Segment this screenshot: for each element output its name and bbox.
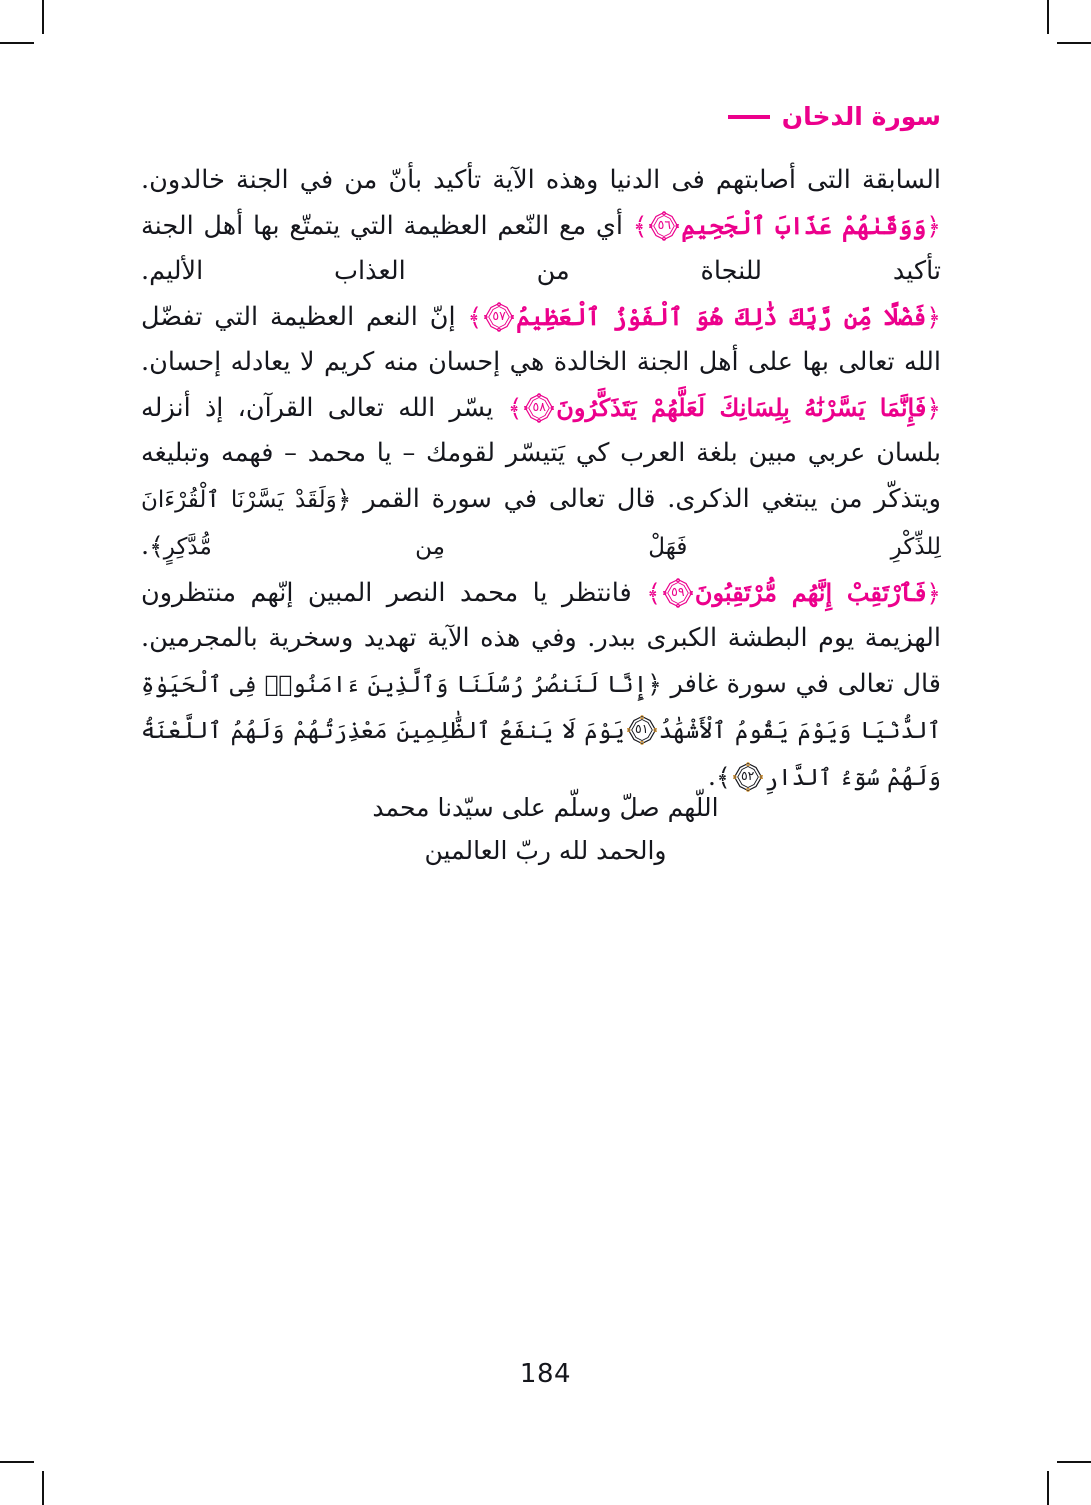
paragraph-p4: ﴿فَإِنَّمَا يَسَّرْنَٰهُ بِلِسَانِكَ لَعَلَّهُمْ يَتَذَكَّرُونَ ٥٨ ﴾ يسّر الله تعالى القرآن، إذ أنزله بلسان عربي مبين بلغة العرب كي يَتيسّر لقومك – يا محمد – فهمه وتبليغه ويتذكّر من يبتغي الذكرى. قال تعالى في سورة القمر ﴿وَلَقَدْ يَسَّرْنَا ٱلْقُرْءَانَ لِلذِّكْرِ فَهَلْ مِن مُّدَّكِرٍ﴾. (141, 385, 941, 570)
ayah-number-marker: ٥٢ (733, 762, 763, 792)
quran-verse-text-secondary: إِنَّا لَنَنصُرُ رُسُلَنَا وَٱلَّذِينَ ءَامَنُوا۟ فِى ٱلْحَيَوٰةِ ٱلدُّنْيَا وَيَوْمَ يَقُومُ ٱلْأَشْهَٰدُ (141, 672, 941, 744)
verse-open-bracket-icon: ﴿ (336, 485, 352, 514)
running-header (728, 104, 941, 129)
quran-verse-text-secondary: وَلَقَدْ يَسَّرْنَا ٱلْقُرْءَانَ لِلذِّكْرِ فَهَلْ مِن مُّدَّكِرٍ (141, 487, 941, 560)
verse-close-bracket-icon: ﴾ (149, 532, 164, 561)
quran-verse-text-secondary: يَوْمَ لَا يَنفَعُ ٱلظَّٰلِمِينَ مَعْذِرَتُهُمْ وَلَهُمُ ٱللَّعْنَةُ وَلَهُمْ سُوٓءُ ٱلدَّارِ (141, 718, 941, 791)
crop-mark-bottom-right-vertical (1047, 1471, 1049, 1505)
crop-mark-top-right-vertical (1047, 0, 1049, 34)
paragraph-p3: ﴿فَضْلًا مِّن رَّبِّكَ ذَٰلِكَ هُوَ ٱلْفَوْزُ ٱلْعَظِيمُ ٥٧ ﴾ إنّ النعم العظيمة التي تفضّل الله تعالى بها على أهل الجنة الخالدة هي إحسان منه كريم لا يعادله إحسان. (141, 294, 941, 385)
paragraph-p5: ﴿فَٱرْتَقِبْ إِنَّهُم مُّرْتَقِبُونَ ٥٩ ﴾ فانتظر يا محمد النصر المبين إنّهم منتظرون الهزيمة يوم البطشة الكبرى ببدر. وفي هذه الآية تهديد وسخرية بالمجرمين. (141, 570, 941, 661)
ayah-number-marker: ٥٨ (524, 393, 554, 423)
ayah-number-marker: ٥٦ (649, 211, 679, 241)
verse-close-bracket-icon: ﴾ (646, 579, 661, 608)
closing-invocation (0, 786, 1091, 872)
body-text (141, 158, 941, 801)
verse-close-bracket-icon: ﴾ (467, 303, 483, 332)
crop-mark-top-left-horizontal (0, 42, 34, 44)
verse-close-bracket-icon: ﴾ (507, 394, 523, 423)
crop-mark-bottom-left-vertical (42, 1471, 44, 1505)
quran-verse-text: فَضْلًا مِّن رَّبِّكَ ذَٰلِكَ هُوَ ٱلْفَوْزُ ٱلْعَظِيمُ (516, 302, 927, 331)
verse-open-bracket-icon: ﴿ (926, 212, 941, 241)
paragraph-p2: ﴿وَوَقَىٰهُمْ عَذَابَ ٱلْجَحِيمِ ٥٦ ﴾ أي مع النّعم العظيمة التي يتمتّع بها أهل الجنة تأكيد للنجاة من العذاب الأليم. (141, 203, 941, 294)
verse-open-bracket-icon: ﴿ (926, 394, 941, 423)
paragraph-p6: قال تعالى في سورة غافر ﴿إِنَّا لَنَنصُرُ رُسُلَنَا وَٱلَّذِينَ ءَامَنُوا۟ فِى ٱلْحَيَوٰةِ ٱلدُّنْيَا وَيَوْمَ يَقُومُ ٱلْأَشْهَٰدُ ٥١ يَوْمَ لَا يَنفَعُ ٱلظَّٰلِمِينَ مَعْذِرَتُهُمْ وَلَهُمُ ٱللَّعْنَةُ وَلَهُمْ سُوٓءُ ٱلدَّارِ ٥٢ ﴾. (141, 661, 941, 801)
ayah-number-marker: ٥١ (627, 715, 657, 745)
quran-verse-text: فَٱرْتَقِبْ إِنَّهُم مُّرْتَقِبُونَ (694, 578, 927, 607)
header-rule-icon (728, 115, 770, 119)
verse-open-bracket-icon: ﴿ (926, 303, 941, 332)
verse-open-bracket-icon: ﴿ (926, 579, 941, 608)
quran-verse-text: فَإِنَّمَا يَسَّرْنَٰهُ بِلِسَانِكَ لَعَلَّهُمْ يَتَذَكَّرُونَ (556, 393, 927, 422)
verse-close-bracket-icon: ﴾ (716, 763, 731, 792)
running-header-surah-title: سورة الدخان (781, 102, 941, 131)
crop-mark-bottom-right-horizontal (1057, 1461, 1091, 1463)
quran-verse-text: وَوَقَىٰهُمْ عَذَابَ ٱلْجَحِيمِ (681, 211, 927, 240)
closing-line-1: اللّهم صلّ وسلّم على سيّدنا محمد (372, 793, 719, 822)
crop-mark-top-right-horizontal (1057, 42, 1091, 44)
verse-open-bracket-icon: ﴿ (647, 670, 662, 699)
crop-mark-bottom-left-horizontal (0, 1461, 34, 1463)
closing-line-2: والحمد لله ربّ العالمين (424, 836, 667, 865)
page-number: 184 (519, 1359, 572, 1389)
ayah-number-marker: ٥٧ (484, 302, 514, 332)
paragraph-p1: السابقة التى أصابتهم فى الدنيا وهذه الآية تأكيد بأنّ من في الجنة خالدون. (141, 165, 941, 195)
ayah-number-marker: ٥٩ (663, 578, 693, 608)
verse-close-bracket-icon: ﴾ (632, 212, 648, 241)
crop-mark-top-left-vertical (42, 0, 44, 34)
